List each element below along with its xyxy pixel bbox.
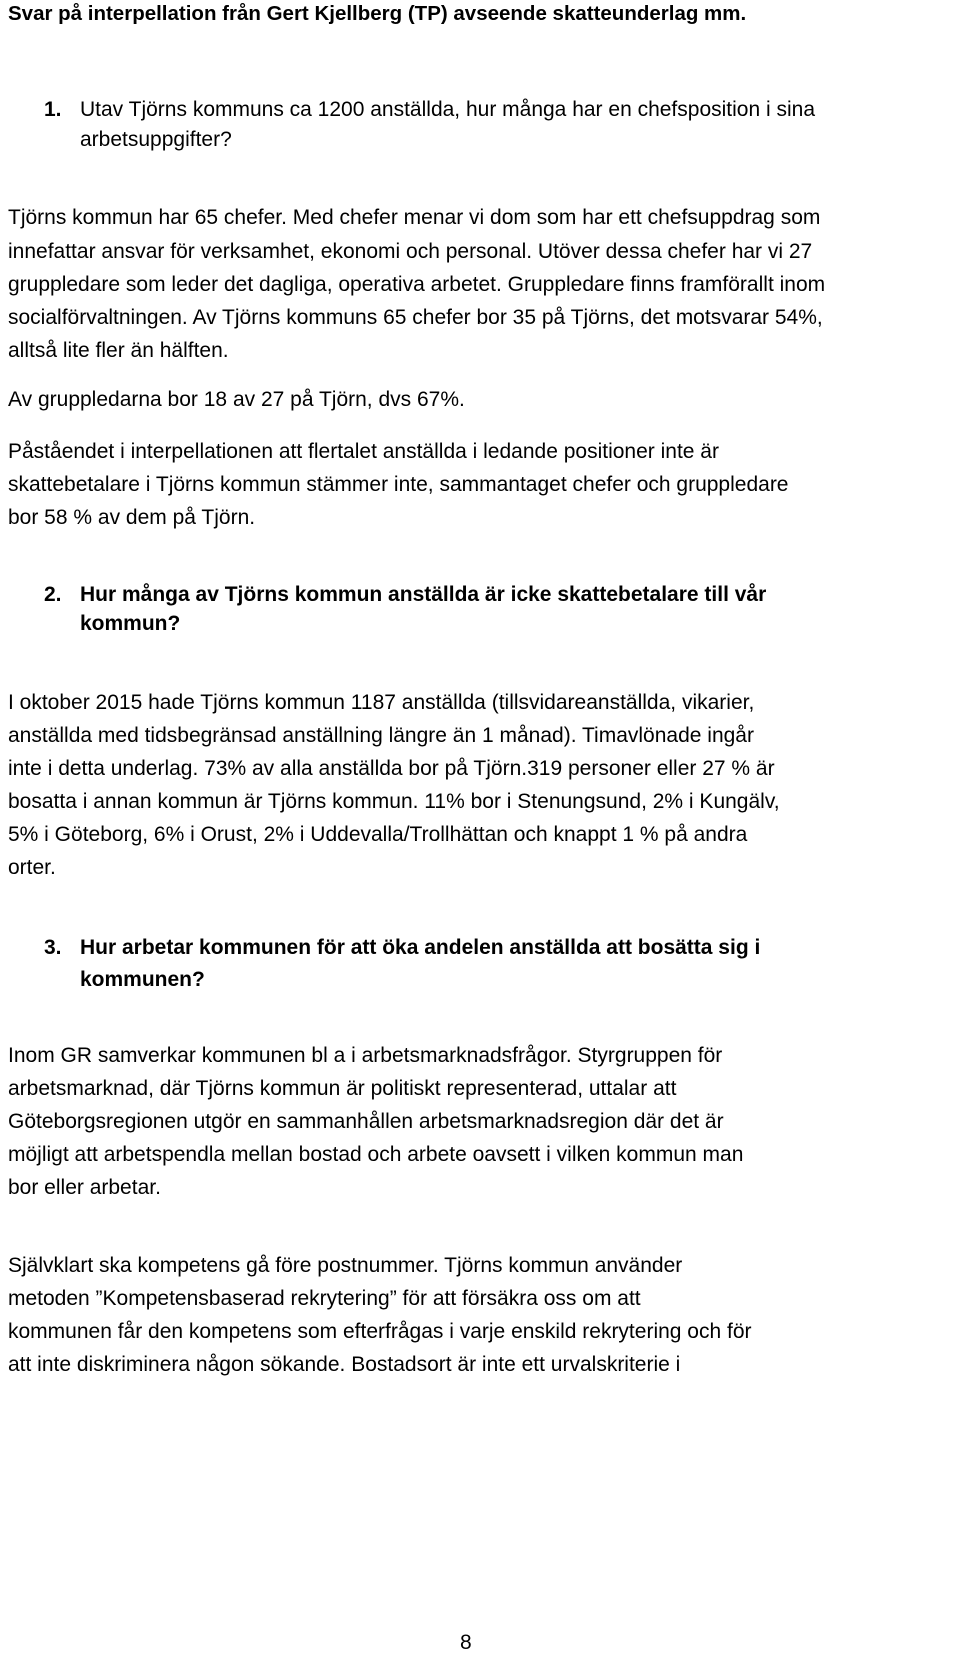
answer-1-p3-line-2: skattebetalare i Tjörns kommun stämmer inte, sammantaget chefer och gruppledare <box>8 473 789 496</box>
question-2-number: 2. <box>44 583 62 606</box>
answer-1-p1-line-3: gruppledare som leder det dagliga, operativa arbetet. Gruppledare finns framförallt inom <box>8 273 826 296</box>
document-title: Svar på interpellation från Gert Kjellberg (TP) avseende skatteunderlag mm. <box>8 2 747 25</box>
question-3-line-1: Hur arbetar kommunen för att öka andelen anställda att bosätta sig i <box>80 936 761 959</box>
answer-3-p1-line-4: möjligt att arbetspendla mellan bostad och arbete oavsett i vilken kommun man <box>8 1143 744 1166</box>
answer-2-p1-line-5: 5% i Göteborg, 6% i Orust, 2% i Uddevalla/Trollhättan och knappt 1 % på andra <box>8 823 748 846</box>
answer-3-p2-line-1: Självklart ska kompetens gå före postnummer. Tjörns kommun använder <box>8 1254 683 1277</box>
answer-3-p2-line-4: att inte diskriminera någon sökande. Bostadsort är inte ett urvalskriterie i <box>8 1353 681 1376</box>
answer-1-p1-line-4: socialförvaltningen. Av Tjörns kommuns 65 chefer bor 35 på Tjörns, det motsvarar 54%, <box>8 306 823 329</box>
answer-2-p1-line-3: inte i detta underlag. 73% av alla anställda bor på Tjörn.319 personer eller 27 % är <box>8 757 775 780</box>
question-1-number: 1. <box>44 98 62 121</box>
question-1-line-2: arbetsuppgifter? <box>80 128 232 151</box>
question-1-line-1: Utav Tjörns kommuns ca 1200 anställda, hur många har en chefsposition i sina <box>80 98 816 121</box>
answer-3-p2-line-2: metoden ”Kompetensbaserad rekrytering” för att försäkra oss om att <box>8 1287 641 1310</box>
question-2-line-2: kommun? <box>80 612 181 635</box>
answer-1-p3-line-1: Påståendet i interpellationen att flertalet anställda i ledande positioner inte är <box>8 440 719 463</box>
answer-2-p1-line-6: orter. <box>8 856 56 879</box>
answer-3-p1-line-3: Göteborgsregionen utgör en sammanhållen arbetsmarknadsregion där det är <box>8 1110 724 1133</box>
answer-1-p3-line-3: bor 58 % av dem på Tjörn. <box>8 506 256 529</box>
answer-1-p1-line-5: alltså lite fler än hälften. <box>8 339 229 362</box>
answer-2-p1-line-2: anställda med tidsbegränsad anställning längre än 1 månad). Timavlönade ingår <box>8 724 754 747</box>
question-2-line-1: Hur många av Tjörns kommun anställda är icke skattebetalare till vår <box>80 583 767 606</box>
answer-3-p1-line-5: bor eller arbetar. <box>8 1176 161 1199</box>
answer-3-p1-line-1: Inom GR samverkar kommunen bl a i arbetsmarknadsfrågor. Styrgruppen för <box>8 1044 723 1067</box>
question-3-number: 3. <box>44 936 62 959</box>
answer-3-p2-line-3: kommunen får den kompetens som efterfrågas i varje enskild rekrytering och för <box>8 1320 752 1343</box>
answer-2-p1-line-4: bosatta i annan kommun är Tjörns kommun. 11% bor i Stenungsund, 2% i Kungälv, <box>8 790 780 813</box>
answer-1-p1-line-1: Tjörns kommun har 65 chefer. Med chefer menar vi dom som har ett chefsuppdrag som <box>8 206 821 229</box>
answer-1-p1-line-2: innefattar ansvar för verksamhet, ekonomi och personal. Utöver dessa chefer har vi 27 <box>8 240 813 263</box>
answer-1-p2-line-1: Av gruppledarna bor 18 av 27 på Tjörn, dvs 67%. <box>8 388 465 411</box>
answer-2-p1-line-1: I oktober 2015 hade Tjörns kommun 1187 anställda (tillsvidareanställda, vikarier, <box>8 691 755 714</box>
question-3-line-2: kommunen? <box>80 968 205 991</box>
page-number: 8 <box>460 1631 472 1654</box>
answer-3-p1-line-2: arbetsmarknad, där Tjörns kommun är politiskt representerad, uttalar att <box>8 1077 677 1100</box>
